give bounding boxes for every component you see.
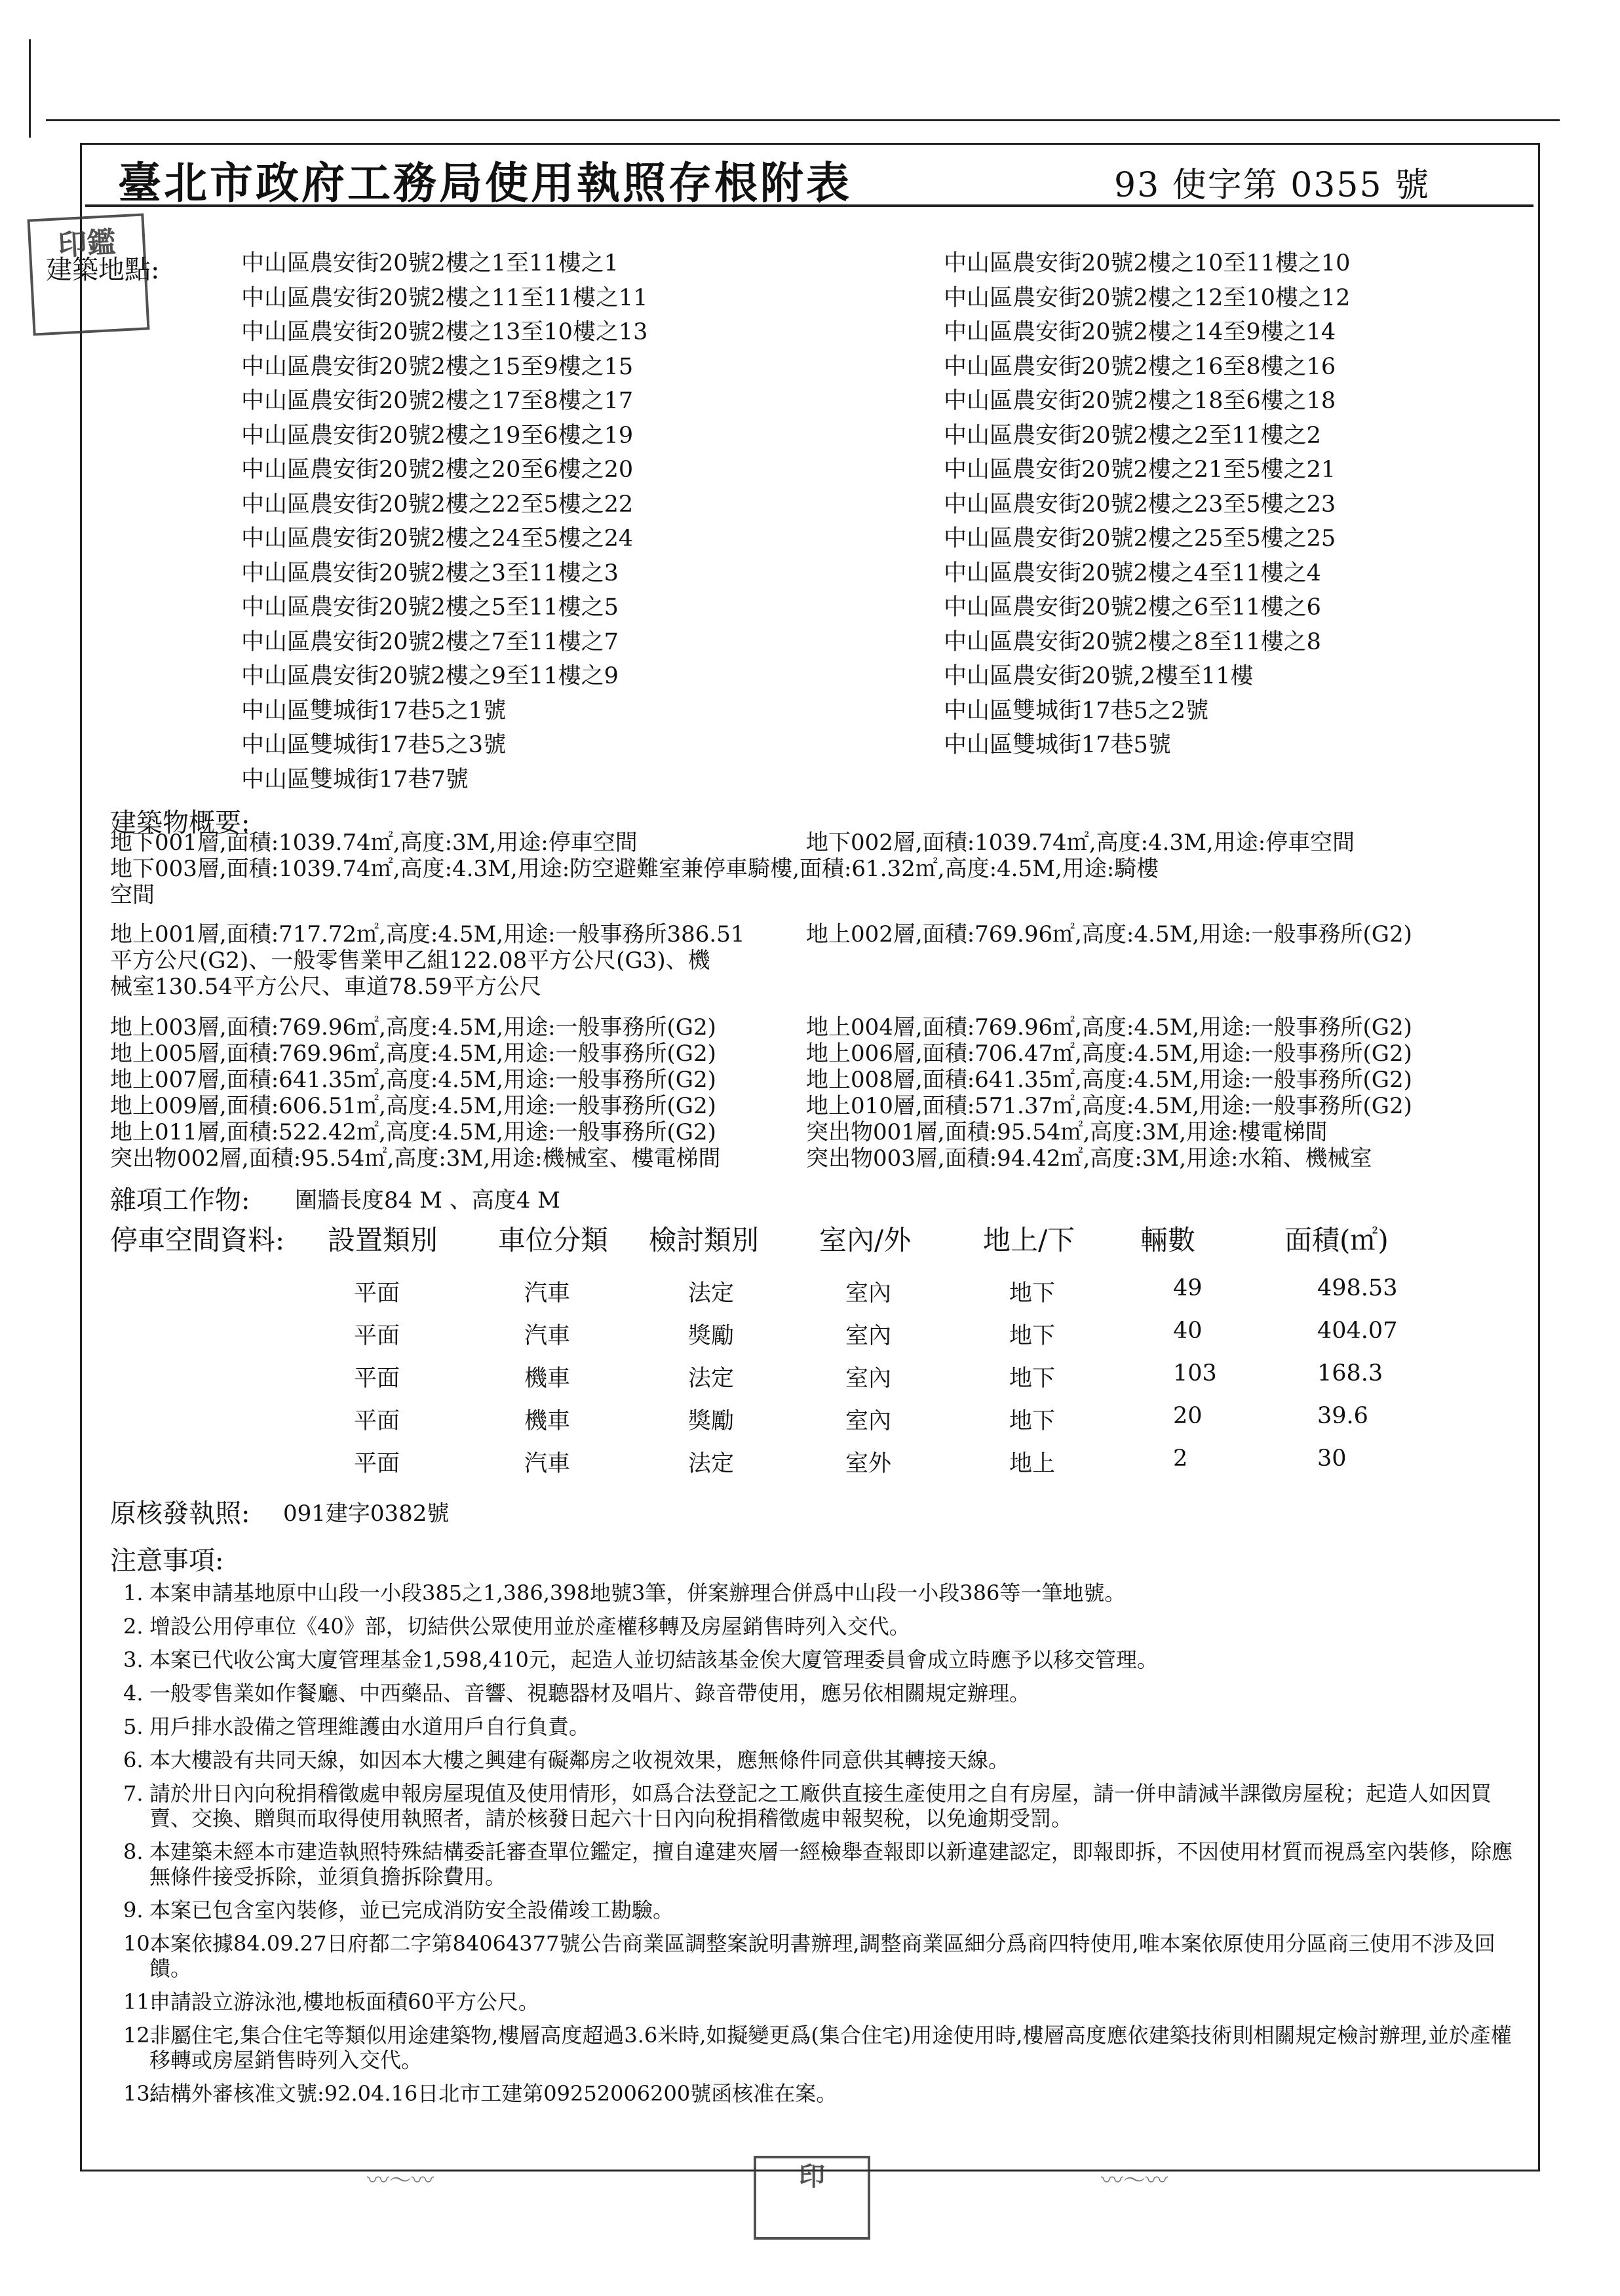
site-address: 中山區雙城街17巷5之1號 [241,697,507,724]
parking-header: 面積(㎡) [1284,1224,1389,1256]
parking-cell: 機車 [524,1366,571,1392]
site-address: 中山區雙城街17巷5之3號 [241,732,507,758]
parking-cell: 404.07 [1317,1318,1398,1344]
note-number: 11. [123,1989,157,2014]
parking-cell: 室外 [845,1451,892,1477]
floor-row: 突出物001層,面積:95.54㎡,高度:3M,用途:樓電梯間 [806,1119,1328,1145]
parking-cell: 30 [1317,1445,1347,1472]
parking-header: 設置類別 [328,1224,438,1256]
notes-label: 注意事項: [110,1546,224,1576]
permit-number: 93 使字第 0355 號 [1114,166,1431,205]
floor-row: 地上010層,面積:571.37㎡,高度:4.5M,用途:一般事務所(G2) [806,1093,1412,1119]
site-address: 中山區農安街20號2樓之14至9樓之14 [944,319,1336,345]
floor-row: 地上003層,面積:769.96㎡,高度:4.5M,用途:一般事務所(G2) [110,1014,716,1041]
note-item [123,1681,1532,1706]
parking-cell: 獎勵 [688,1408,735,1434]
note-number: 7. [123,1781,144,1806]
floor-row: 地上008層,面積:641.35㎡,高度:4.5M,用途:一般事務所(G2) [806,1067,1412,1093]
parking-cell: 室內 [845,1408,892,1434]
overview-floor1 [110,921,745,1000]
parking-cell: 平面 [354,1280,400,1307]
floor-row: 地上004層,面積:769.96㎡,高度:4.5M,用途:一般事務所(G2) [806,1014,1412,1041]
note-item [123,1714,1532,1739]
site-address: 中山區雙城街17巷5號 [944,732,1171,758]
misc-value: 圍牆長度84 M 、高度4 M [295,1187,560,1214]
parking-cell: 獎勵 [688,1323,735,1349]
site-address: 中山區農安街20號2樓之12至10樓之12 [944,284,1351,311]
parking-cell: 39.6 [1317,1403,1368,1429]
overview-b2: 地下002層,面積:1039.74㎡,高度:4.3M,用途:停車空間 [806,830,1355,856]
floor-row: 突出物003層,面積:94.42㎡,高度:3M,用途:水箱、機械室 [806,1145,1372,1172]
parking-cell: 平面 [354,1366,400,1392]
note-number: 1. [123,1580,144,1605]
site-address: 中山區農安街20號2樓之1至11樓之1 [241,250,619,277]
note-number: 12. [123,2023,157,2048]
parking-cell: 2 [1173,1445,1188,1472]
signature-mark-right: 〰〜〰 [1101,2168,1168,2194]
overview-floors-right [806,1014,1412,1172]
parking-cell: 室內 [845,1280,892,1307]
site-label: 建築地點: [46,255,160,285]
note-text: 申請設立游泳池,樓地板面積60平方公尺。 [149,1989,539,2014]
scan-mark [29,39,31,138]
site-address: 中山區農安街20號2樓之21至5樓之21 [944,457,1336,483]
site-address: 中山區農安街20號2樓之13至10樓之13 [241,319,648,345]
site-list-right [944,246,1350,763]
document-title: 臺北市政府工務局使用執照存根附表 [118,157,852,208]
site-address: 中山區農安街20號2樓之16至8樓之16 [944,353,1336,380]
note-item [123,2023,1532,2073]
parking-cell: 室內 [845,1323,892,1349]
site-address: 中山區農安街20號2樓之25至5樓之25 [944,526,1336,552]
overview-f1b: 平方公尺(G2)、一般零售業甲乙組122.08平方公尺(G3)、機 [110,947,710,974]
note-number: 5. [123,1714,144,1739]
seal-stamp-left: 印鑑 [27,213,149,335]
parking-header: 輛數 [1140,1224,1196,1256]
site-address: 中山區雙城街17巷7號 [241,766,469,793]
site-address: 中山區農安街20號,2樓至11樓 [944,663,1254,689]
note-text: 本案依據84.09.27日府都二字第84064377號公告商業區調整案說明書辦理,調整商業區細分爲商四特使用,唯本案依原使用分區商三使用不涉及回饋。 [149,1931,1495,1981]
site-address: 中山區農安街20號2樓之7至11樓之7 [241,628,619,655]
note-text: 用戶排水設備之管理維護由水道用戶自行負責。 [149,1714,590,1739]
signature-mark-left: 〰〜〰 [367,2168,434,2194]
note-number: 10. [123,1931,157,1956]
parking-cell: 地下 [1009,1408,1056,1434]
site-address: 中山區農安街20號2樓之19至6樓之19 [241,422,634,449]
floor-row: 地上011層,面積:522.42㎡,高度:4.5M,用途:一般事務所(G2) [110,1119,716,1145]
note-number: 13. [123,2081,157,2106]
parking-header: 檢討類別 [649,1224,760,1256]
floor-row: 突出物002層,面積:95.54㎡,高度:3M,用途:機械室、樓電梯間 [110,1145,721,1172]
site-address: 中山區農安街20號2樓之24至5樓之24 [241,526,634,552]
note-item [123,1898,1532,1923]
overview-label: 建築物概要: [110,808,250,838]
original-permit-value: 091建字0382號 [283,1501,450,1527]
parking-cell: 40 [1173,1318,1203,1344]
site-address: 中山區農安街20號2樓之5至11樓之5 [241,594,619,621]
floor-row: 地上005層,面積:769.96㎡,高度:4.5M,用途:一般事務所(G2) [110,1041,716,1067]
parking-label: 停車空間資料: [110,1224,285,1256]
parking-header: 室內/外 [819,1224,912,1256]
floor-row: 地上007層,面積:641.35㎡,高度:4.5M,用途:一般事務所(G2) [110,1067,716,1093]
overview-b3a: 地下003層,面積:1039.74㎡,高度:4.3M,用途:防空避難室兼停車騎樓,面積:61.32㎡,高度:4.5M,用途:騎樓 [110,856,1159,882]
site-address: 中山區農安街20號2樓之17至8樓之17 [241,388,634,414]
note-text: 本案已代收公寓大廈管理基金1,598,410元，起造人並切結該基金俟大廈管理委員會成立時應予以移交管理。 [149,1647,1158,1672]
top-rule [46,119,1560,121]
note-text: 本案已包含室內裝修，並已完成消防安全設備竣工勘驗。 [149,1898,674,1923]
overview-b1: 地下001層,面積:1039.74㎡,高度:3M,用途:停車空間 [110,830,638,856]
overview-f1c: 械室130.54平方公尺、車道78.59平方公尺 [110,974,542,1000]
note-text: 本案申請基地原中山段一小段385之1,386,398地號3筆，併案辦理合併爲中山段一小段386等一筆地號。 [149,1580,1126,1605]
parking-cell: 法定 [688,1280,735,1307]
note-text: 本建築未經本市建造執照特殊結構委託審查單位鑑定，擅自違建夾層一經檢舉查報即以新違建認定，即報即拆，不因使用材質而視爲室內裝修，除應無條件接受拆除，並須負擔拆除費用。 [149,1839,1513,1889]
parking-cell: 地下 [1009,1280,1056,1307]
note-item [123,1647,1532,1672]
note-number: 9. [123,1898,144,1923]
note-number: 8. [123,1839,144,1864]
parking-cell: 平面 [354,1408,400,1434]
note-item [123,1931,1532,1981]
parking-cell: 平面 [354,1323,400,1349]
note-item [123,1748,1532,1772]
note-number: 6. [123,1748,144,1772]
site-address: 中山區農安街20號2樓之9至11樓之9 [241,663,619,689]
parking-cell: 49 [1173,1275,1203,1301]
parking-cell: 汽車 [524,1451,571,1477]
note-item [123,1580,1532,1605]
site-address: 中山區農安街20號2樓之4至11樓之4 [944,560,1321,586]
site-address: 中山區農安街20號2樓之3至11樓之3 [241,560,619,586]
parking-cell: 498.53 [1317,1275,1398,1301]
parking-header: 車位分類 [498,1224,609,1256]
parking-cell: 汽車 [524,1323,571,1349]
site-address: 中山區農安街20號2樓之10至11樓之10 [944,250,1351,277]
note-item [123,1614,1532,1639]
parking-cell: 機車 [524,1408,571,1434]
note-text: 一般零售業如作餐廳、中西藥品、音響、視聽器材及唱片、錄音帶使用，應另依相關規定辦理。 [149,1681,1031,1706]
floor-row: 地上006層,面積:706.47㎡,高度:4.5M,用途:一般事務所(G2) [806,1041,1412,1067]
note-text: 非屬住宅,集合住宅等類似用途建築物,樓層高度超過3.6米時,如擬變更爲(集合住宅)用途使用時,樓層高度應依建築技術則相關規定檢討辦理,並於產權移轉或房屋銷售時列入交代。 [149,2023,1512,2073]
parking-cell: 法定 [688,1451,735,1477]
overview-floor2 [806,921,1412,947]
note-text: 結構外審核准文號:92.04.16日北市工建第09252006200號函核准在案。 [149,2081,838,2106]
seal-stamp-bottom: 印 [754,2156,870,2240]
notes-list [123,1580,1532,2114]
site-address: 中山區農安街20號2樓之23至5樓之23 [944,491,1336,518]
parking-cell: 103 [1173,1360,1217,1387]
site-address: 中山區農安街20號2樓之15至9樓之15 [241,353,634,380]
site-address: 中山區農安街20號2樓之11至11樓之11 [241,284,648,311]
note-text: 本大樓設有共同天線，如因本大樓之興建有礙鄰房之收視效果，應無條件同意供其轉接天線。 [149,1748,1010,1772]
note-number: 4. [123,1681,144,1706]
parking-cell: 汽車 [524,1280,571,1307]
note-item [123,1839,1532,1889]
overview-b3b: 空間 [110,882,155,908]
site-address: 中山區農安街20號2樓之18至6樓之18 [944,388,1336,414]
site-address: 中山區農安街20號2樓之22至5樓之22 [241,491,634,518]
parking-cell: 20 [1173,1403,1203,1429]
note-item [123,1989,1532,2014]
note-item [123,1781,1532,1831]
site-address: 中山區農安街20號2樓之20至6樓之20 [241,457,634,483]
parking-cell: 法定 [688,1366,735,1392]
parking-cell: 地上 [1009,1451,1056,1477]
parking-cell: 地下 [1009,1366,1056,1392]
note-text: 增設公用停車位《40》部，切結供公眾使用並於產權移轉及房屋銷售時列入交代。 [149,1614,910,1639]
parking-header: 地上/下 [983,1224,1075,1256]
parking-cell: 168.3 [1317,1360,1383,1387]
note-item [123,2081,1532,2106]
parking-cell: 地下 [1009,1323,1056,1349]
parking-cell: 室內 [845,1366,892,1392]
parking-cell: 平面 [354,1451,400,1477]
overview-f1a: 地上001層,面積:717.72㎡,高度:4.5M,用途:一般事務所386.51 [110,921,745,947]
floor-row: 地上009層,面積:606.51㎡,高度:4.5M,用途:一般事務所(G2) [110,1093,716,1119]
overview-f2: 地上002層,面積:769.96㎡,高度:4.5M,用途:一般事務所(G2) [806,921,1412,947]
overview-floors-left [110,1014,720,1172]
site-address: 中山區農安街20號2樓之2至11樓之2 [944,422,1321,449]
note-number: 3. [123,1647,144,1672]
site-address: 中山區農安街20號2樓之6至11樓之6 [944,594,1321,621]
overview-basement-right [806,830,1355,856]
site-address: 中山區雙城街17巷5之2號 [944,697,1209,724]
site-list-left [241,246,647,797]
note-number: 2. [123,1614,144,1639]
misc-label: 雜項工作物: [110,1185,250,1215]
original-permit-label: 原核發執照: [110,1499,250,1529]
site-address: 中山區農安街20號2樓之8至11樓之8 [944,628,1321,655]
note-text: 請於卅日內向稅捐稽徵處申報房屋現值及使用情形，如爲合法登記之工廠供直接生產使用之自有房屋，請一併申請減半課徵房屋稅；起造人如因買賣、交換、贈與而取得使用執照者，請於核發日起六十日內向稅捐稽徵處申報契稅，以免逾期受罰。 [149,1781,1492,1831]
